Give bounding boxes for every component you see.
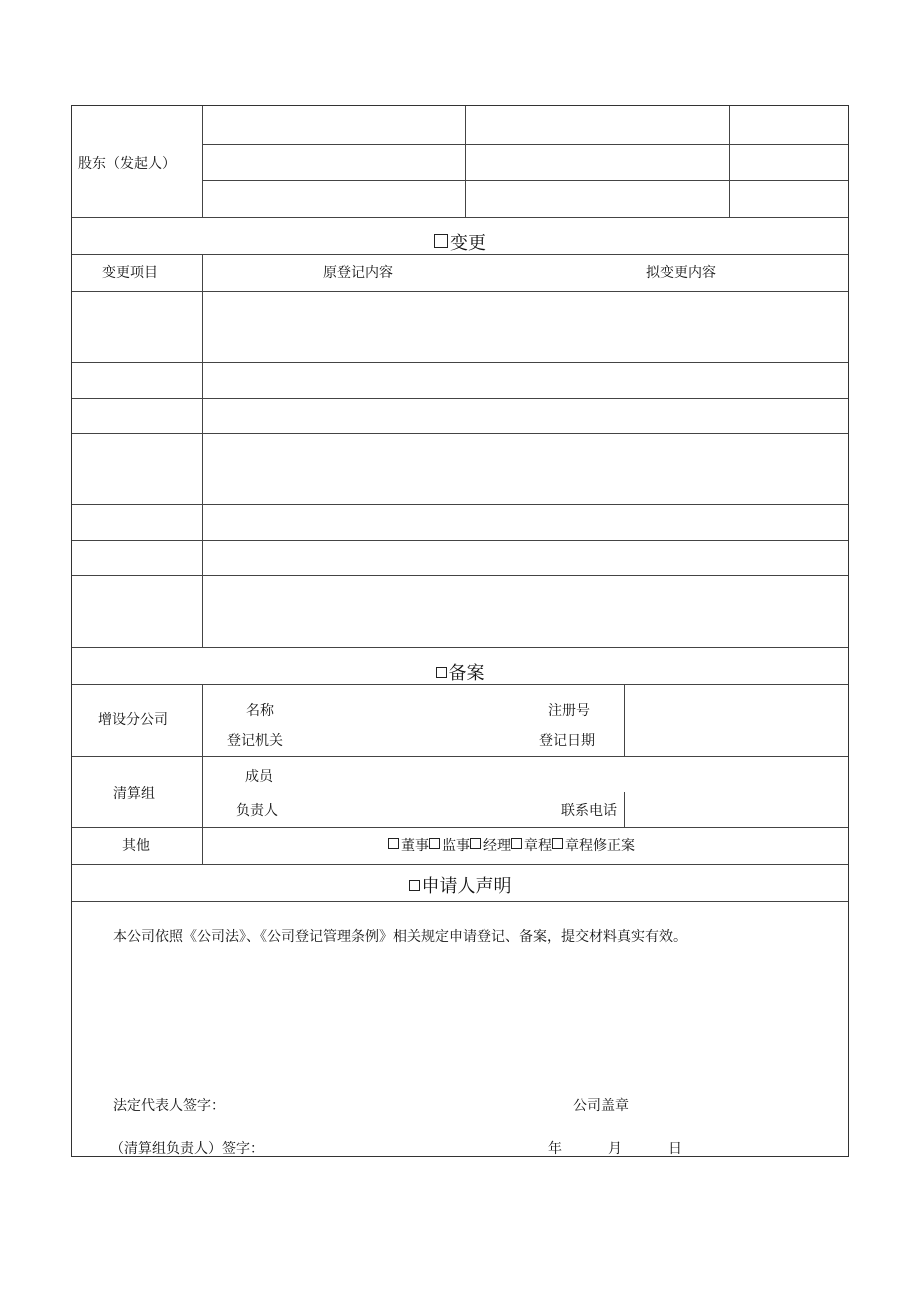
filing-section-title [72,664,848,684]
liquidation-members-label: 成员 [245,769,273,785]
option-manager: 经理 [483,838,511,854]
shareholders-label: 股东（发起人） [78,156,176,172]
divider [72,433,848,434]
date-month-label: 月 [608,1141,622,1157]
liquidation-leader-label: 负责人 [236,803,278,819]
divider [202,144,848,145]
branch-name-label: 名称 [246,703,274,719]
liquidation-sign-label: （清算组负责人）签字： [110,1141,264,1157]
divider [202,684,203,864]
divider [72,362,848,363]
divider [72,254,848,255]
option-supervisor: 监事 [442,838,470,854]
legal-rep-sign-label: 法定代表人签字： [113,1098,225,1114]
divider [72,540,848,541]
change-title: 变更 [450,233,486,254]
branch-reg-no-label: 注册号 [548,703,590,719]
divider [202,180,848,181]
checkbox-icon[interactable] [429,838,440,849]
checkbox-icon[interactable] [436,667,447,678]
checkbox-icon[interactable] [511,838,522,849]
liquidation-label: 清算组 [113,786,155,802]
divider [202,106,203,217]
divider [72,864,848,865]
declaration-title: 申请人声明 [421,876,512,897]
branch-authority-label: 登记机关 [227,733,283,749]
option-articles: 章程 [524,838,552,854]
change-section-title [72,234,848,254]
divider [624,792,625,827]
divider [72,398,848,399]
divider [465,106,466,217]
checkbox-icon[interactable] [388,838,399,849]
divider [729,106,730,217]
divider [72,647,848,648]
option-director: 董事 [401,838,429,854]
checkbox-icon[interactable] [434,234,448,248]
divider [72,291,848,292]
date-day-label: 日 [668,1141,682,1157]
declaration-text: 本公司依照《公司法》、《公司登记管理条例》相关规定申请登记、备案，提交材料真实有效。 [113,929,687,945]
liquidation-phone-label: 联系电话 [561,803,617,819]
checkbox-icon[interactable] [409,880,420,891]
branch-reg-date-label: 登记日期 [539,733,595,749]
company-seal-label: 公司盖章 [573,1098,629,1114]
divider [72,827,848,828]
checkbox-icon[interactable] [470,838,481,849]
divider [202,254,203,647]
registration-form [71,105,849,1157]
col-original-content: 原登记内容 [323,265,393,281]
checkbox-icon[interactable] [552,838,563,849]
other-label: 其他 [122,838,150,854]
divider [72,684,848,685]
divider [624,684,625,756]
col-proposed-content: 拟变更内容 [646,265,716,281]
filing-title: 备案 [448,663,485,684]
divider [72,901,848,902]
branch-label: 增设分公司 [98,712,168,728]
divider [72,575,848,576]
date-year-label: 年 [548,1141,562,1157]
other-options [388,838,635,854]
declaration-section-title [72,877,848,897]
option-articles-amendment: 章程修正案 [565,838,635,854]
col-change-item: 变更项目 [102,265,158,281]
divider [72,756,848,757]
divider [72,504,848,505]
divider [72,217,848,218]
